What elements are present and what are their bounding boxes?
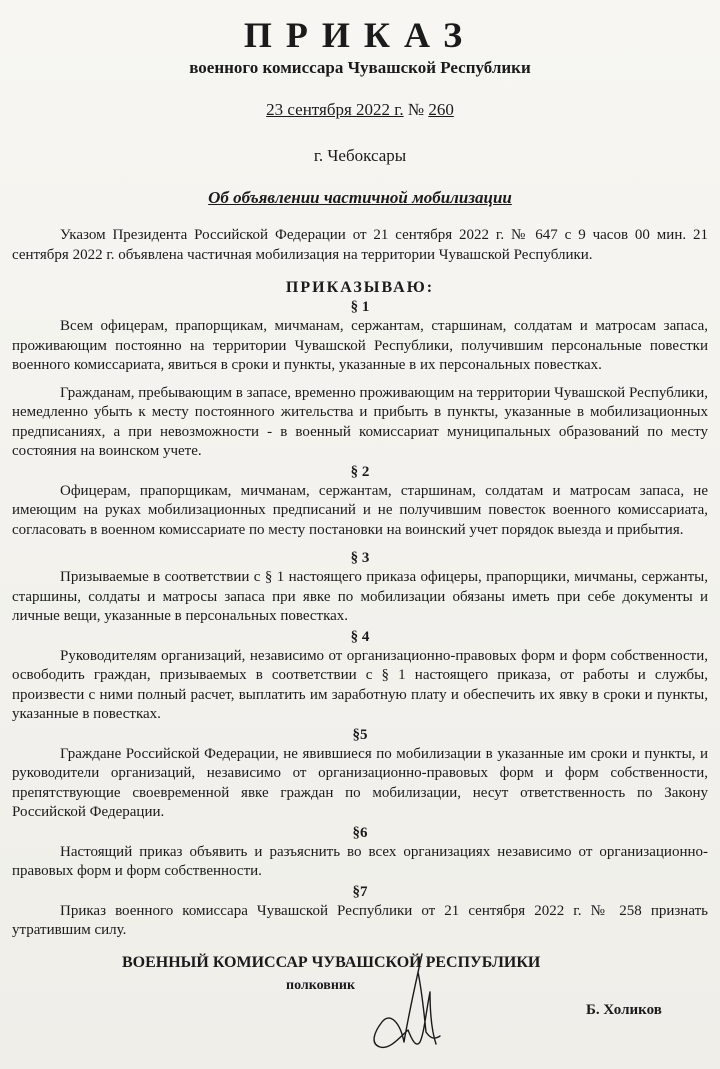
section-mark-1: § 1 — [350, 299, 370, 315]
date-number-line — [0, 100, 720, 120]
section-mark-7: §7 — [352, 883, 368, 900]
order-heading: ПРИКАЗЫВАЮ: — [285, 279, 435, 296]
section-5-paragraph-1: Граждане Российской Федерации, не явившиеся по мобилизации в указанные им сроки и пункты, и руководители организаций, независимо от организационно-правовых форм и форм собственности, препятствующие своевременной явке граждан по мобилизации, несут ответственность по Закону Российской Федерации. — [12, 745, 708, 820]
signatory-rank: полковник — [286, 978, 356, 993]
signature-block — [0, 952, 720, 1062]
order-number: 260 — [428, 100, 454, 119]
section-mark-2: § 2 — [350, 463, 370, 480]
document-subtitle: военного комиссара Чувашской Республики — [189, 58, 531, 77]
document-title: ПРИКАЗ — [243, 15, 477, 55]
section-7-paragraph-1: Приказ военного комиссара Чувашской Республики от 21 сентября 2022 г. № 258 признать утратившим силу. — [12, 902, 708, 938]
number-sign: № — [407, 100, 425, 119]
signatory-position: ВОЕННЫЙ КОМИССАР ЧУВАШСКОЙ РЕСПУБЛИКИ — [122, 954, 541, 971]
preamble: Указом Президента Российской Федерации от 21 сентября 2022 г. № 647 с 9 часов 00 мин. 21 сентября 2022 г. объявлена частичная мобилизация на территории Чувашской Республики. — [12, 227, 708, 263]
section-2-paragraph-1: Офицерам, прапорщикам, мичманам, сержантам, старшинам, солдатам и матросам запаса, не имеющим на руках мобилизационных предписаний и не получившим повесток военного комиссариата, согласовать в военном комиссариате по месту постановки на воинский учет порядок выезда и прибытия. — [12, 482, 708, 538]
section-1-paragraph-2: Гражданам, пребывающим в запасе, временно проживающим на территории Чувашской Республики, немедленно убыть к месту постоянного жительства и прибыть в пункты, указанные в мобилизационных предписаниях, а при невозможности - в военный комиссариат муниципальных образований по месту состояния на воинском учете. — [12, 384, 708, 459]
section-mark-4: § 4 — [350, 628, 370, 645]
section-3-paragraph-1: Призываемые в соответствии с § 1 настоящего приказа офицеры, прапорщики, мичманы, сержанты, старшины, солдаты и матросы запаса при явке по мобилизации обязаны иметь при себе документы и личные вещи, указанные в персональных повестках. — [12, 569, 708, 624]
handwritten-signature — [360, 952, 460, 1057]
section-mark-5: §5 — [352, 726, 368, 743]
signatory-name: Б. Холиков — [586, 1002, 662, 1018]
order-date: 23 сентября 2022 г. — [266, 100, 404, 119]
document-body — [12, 226, 708, 941]
section-mark-3: § 3 — [350, 550, 370, 566]
order-subject: Об объявлении частичной мобилизации — [208, 188, 512, 207]
section-6-paragraph-1: Настоящий приказ объявить и разъяснить во всех организациях независимо от организационно-правовых форм и форм собственности. — [12, 843, 708, 879]
city: г. Чебоксары — [313, 146, 407, 165]
section-4-paragraph-1: Руководителям организаций, независимо от организационно-правовых форм и форм собственности, освободить граждан, призываемых в соответствии с § 1 настоящего приказа, от работы и службы, произвести с ними полный расчет, выплатить им заработную плату и обеспечить их явку в сроки и пункты, указанные в повестках. — [12, 647, 708, 722]
section-mark-6: §6 — [352, 824, 368, 841]
section-1-paragraph-1: Всем офицерам, прапорщикам, мичманам, сержантам, старшинам, солдатам и матросам запаса, проживающим постоянно на территории Чувашской Республики, получившим персональные повестки военного комиссариата, явиться в сроки и пункты, указанные в их персональных повестках. — [12, 318, 708, 373]
